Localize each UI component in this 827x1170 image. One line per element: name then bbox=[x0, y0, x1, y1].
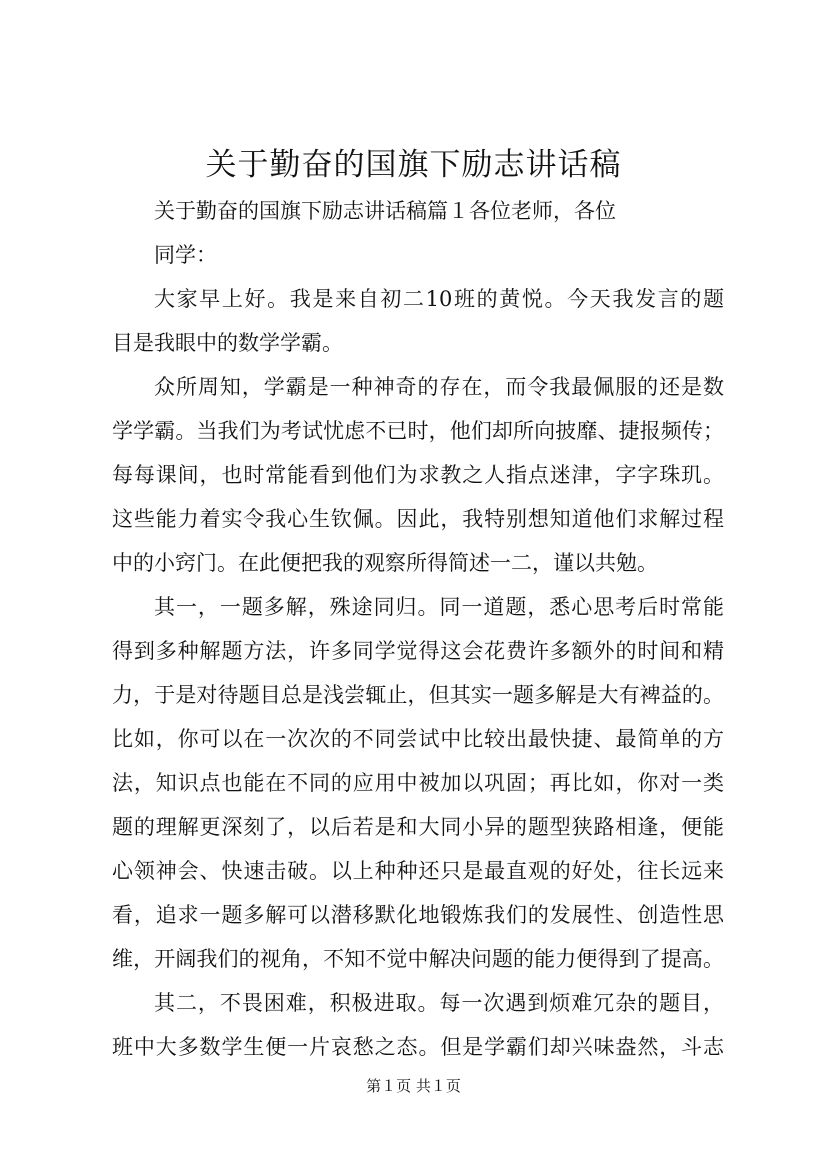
paragraph-line: 大家早上好。我是来自初二10班的黄悦。今天我发言的题 bbox=[154, 287, 724, 311]
paragraph-line: 其一，一题多解，殊途同归。同一道题，悉心思考后时常能 bbox=[154, 595, 724, 619]
paragraph-line: 得到多种解题方法，许多同学觉得这会花费许多额外的时间和精 bbox=[112, 639, 724, 663]
paragraph-line: 学学霸。当我们为考试忧虑不已时，他们却所向披靡、捷报频传； bbox=[112, 419, 724, 443]
paragraph-line: 中的小窍门。在此便把我的观察所得简述一二，谨以共勉。 bbox=[112, 551, 658, 575]
paragraph-line: 这些能力着实令我心生钦佩。因此，我特别想知道他们求解过程 bbox=[112, 507, 724, 531]
paragraph-line: 法，知识点也能在不同的应用中被加以巩固；再比如，你对一类 bbox=[112, 771, 724, 795]
paragraph-line: 心领神会、快速击破。以上种种还只是最直观的好处，往长远来 bbox=[112, 859, 724, 883]
page-title: 关于勤奋的国旗下励志讲话稿 bbox=[205, 147, 622, 183]
paragraph-line: 看，追求一题多解可以潜移默化地锻炼我们的发展性、创造性思 bbox=[112, 903, 724, 927]
paragraph-line: 其二，不畏困难，积极进取。每一次遇到烦难冗杂的题目， bbox=[154, 991, 724, 1015]
paragraph-line: 比如，你可以在一次次的不同尝试中比较出最快捷、最简单的方 bbox=[112, 727, 724, 751]
paragraph-line: 维，开阔我们的视角，不知不觉中解决问题的能力便得到了提高。 bbox=[112, 947, 724, 971]
paragraph-line: 每每课间，也时常能看到他们为求教之人指点迷津，字字珠玑。 bbox=[112, 463, 724, 487]
page-footer: 第１页 共１页 bbox=[366, 1077, 461, 1095]
paragraph-line: 众所周知，学霸是一种神奇的存在，而令我最佩服的还是数 bbox=[154, 375, 724, 399]
paragraph-line: 班中大多数学生便一片哀愁之态。但是学霸们却兴味盎然，斗志 bbox=[112, 1035, 724, 1059]
paragraph-line: 同学： bbox=[154, 243, 217, 267]
paragraph-line: 题的理解更深刻了，以后若是和大同小异的题型狭路相逢，便能 bbox=[112, 815, 724, 839]
paragraph-line: 目是我眼中的数学学霸。 bbox=[112, 331, 343, 355]
paragraph-line: 关于勤奋的国旗下励志讲话稿篇１各位老师，各位 bbox=[154, 199, 616, 223]
paragraph-line: 力，于是对待题目总是浅尝辄止，但其实一题多解是大有裨益的。 bbox=[112, 683, 724, 707]
